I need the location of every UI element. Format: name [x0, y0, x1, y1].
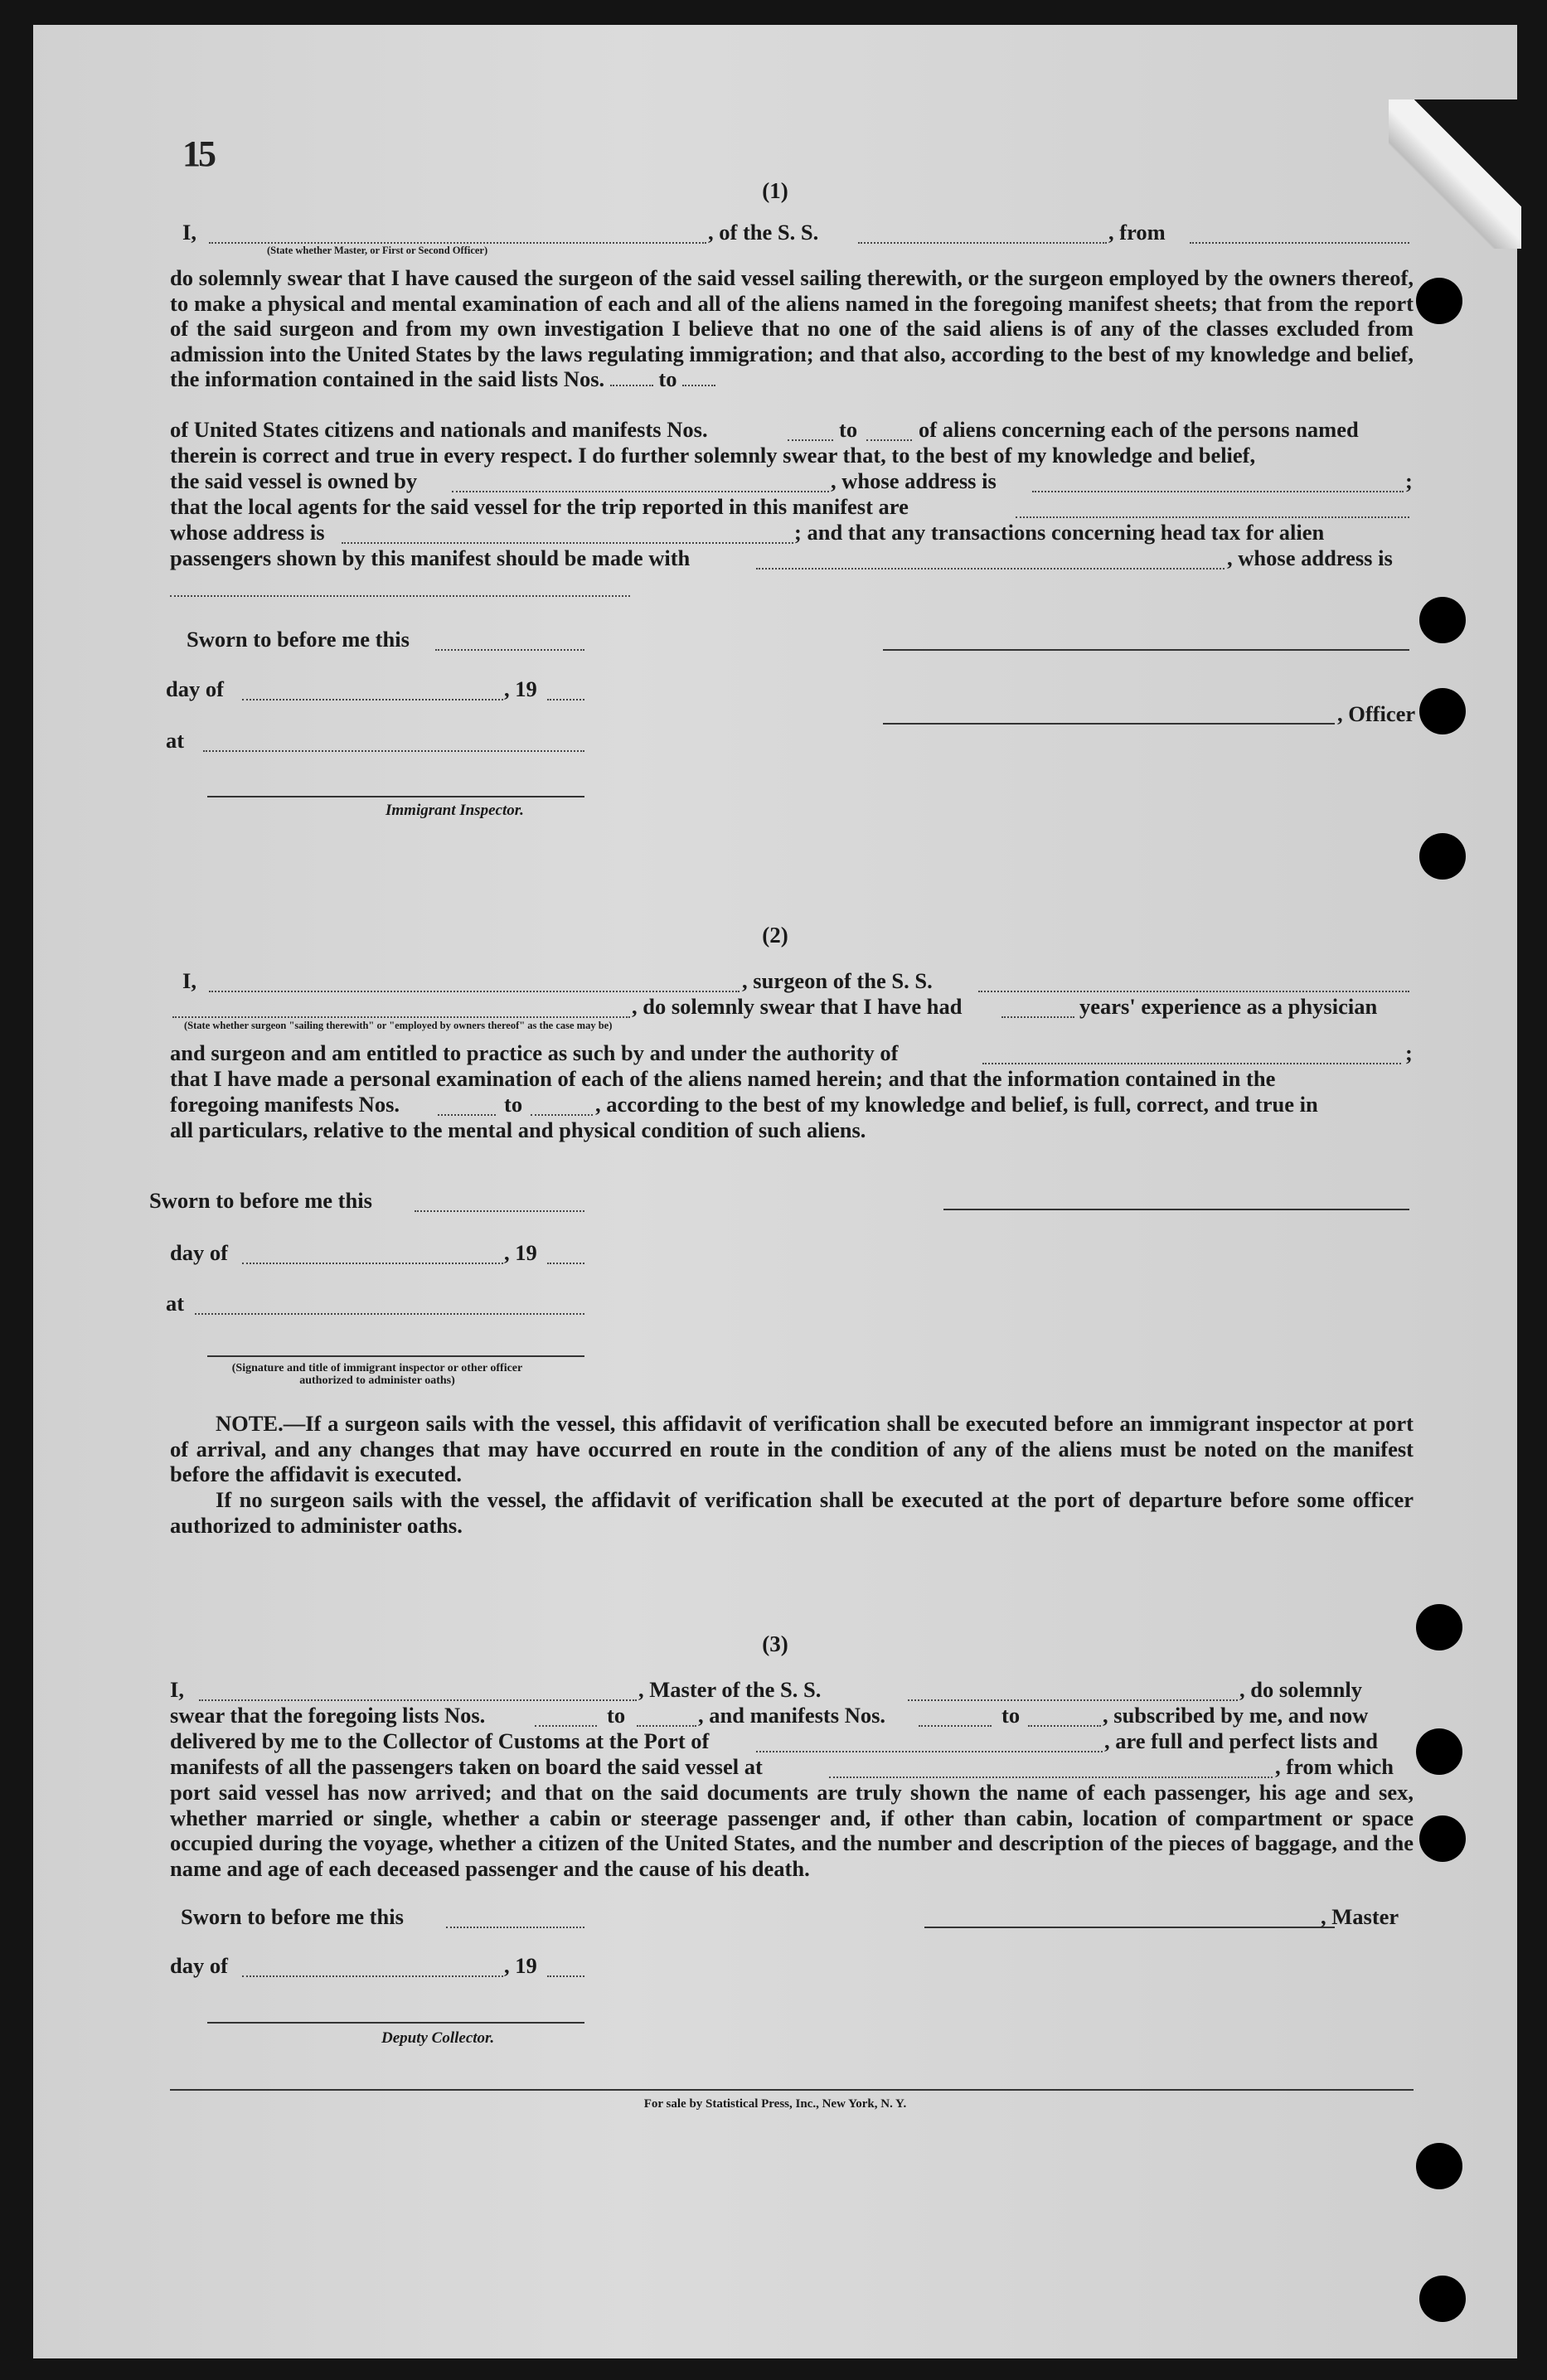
s1-sworn-day-field[interactable] — [435, 649, 584, 651]
s2-note2-text: If no surgeon sails with the vessel, the affidavit of verification shall be executed at the port of departure before some officer authorized to administer oaths. — [170, 1487, 1414, 1538]
s3-lists-label: swear that the foregoing lists Nos. — [170, 1703, 486, 1728]
s1-manifests-to-field[interactable] — [866, 439, 912, 441]
s1-i-label: I, — [182, 220, 196, 245]
s3-dayof-label: day of — [170, 1953, 228, 1978]
s3-manifests-to-label: to — [1001, 1703, 1021, 1728]
s2-note2 — [170, 1487, 1414, 1538]
punch-hole — [1416, 1604, 1462, 1650]
s2-line4: that I have made a personal examination of each of the aliens named herein; and that the information contained in the — [170, 1066, 1276, 1091]
publisher-footer: For sale by Statistical Press, Inc., New York, N. Y. — [643, 2097, 907, 2111]
s3-month-field[interactable] — [242, 1975, 503, 1977]
s2-years-field[interactable] — [1001, 1016, 1074, 1018]
punch-hole — [1416, 1728, 1462, 1775]
s3-manifests-to-field[interactable] — [1028, 1725, 1101, 1727]
s3-lists-to-label: to — [607, 1703, 626, 1728]
s3-boarding-port-field[interactable] — [829, 1777, 1273, 1778]
s1-officer-signature-line[interactable] — [883, 649, 1409, 651]
s2-note-text: —If a surgeon sails with the vessel, this affidavit of verification shall be executed before an immigrant inspector at port of arrival, and any changes that may have occurred en route in the condition of any of the aliens must be noted on the manifest before the affidavit is executed. — [170, 1411, 1414, 1486]
s3-port-label: delivered by me to the Collector of Customs at the Port of — [170, 1728, 710, 1753]
s1-headtax-field[interactable] — [756, 568, 1225, 570]
s2-month-field[interactable] — [242, 1263, 503, 1264]
s1-paragraph — [170, 265, 1414, 392]
s3-collector-label: Deputy Collector. — [381, 2029, 495, 2047]
s3-year-field[interactable] — [547, 1975, 584, 1977]
s1-line7-b: to — [839, 417, 858, 442]
s3-lists-from-field[interactable] — [535, 1725, 597, 1727]
bottom-rule — [170, 2089, 1414, 2091]
form-page — [33, 25, 1517, 2358]
s3-sworn-label: Sworn to before me this — [181, 1904, 404, 1929]
punch-hole — [1419, 597, 1466, 643]
s1-dayof-label: day of — [166, 676, 224, 701]
s3-full-label: , are full and perfect lists and — [1104, 1728, 1379, 1753]
s2-year-field[interactable] — [547, 1263, 584, 1264]
s2-signature-caption: (Signature and title of immigrant inspector or other officer authorized to administer oaths) — [231, 1362, 523, 1387]
punch-hole — [1419, 2276, 1466, 2322]
s2-dayof-label: day of — [170, 1240, 228, 1265]
s2-years-label: years' experience as a physician — [1079, 994, 1378, 1019]
s2-sworn-label: Sworn to before me this — [149, 1188, 372, 1213]
s1-semicolon: ; — [1405, 468, 1413, 493]
s1-headtax-address-label: , whose address is — [1227, 545, 1393, 570]
s2-i-label: I, — [182, 968, 196, 993]
s3-paragraph — [170, 1780, 1414, 1881]
s3-sworn-day-field[interactable] — [446, 1927, 584, 1928]
s2-authority-field[interactable] — [982, 1063, 1401, 1064]
s3-manifests-from-field[interactable] — [919, 1725, 992, 1727]
s2-semicolon: ; — [1405, 1040, 1413, 1065]
s1-line7-a: of United States citizens and nationals and manifests Nos. — [170, 417, 708, 442]
s1-vessel-field[interactable] — [858, 242, 1107, 244]
s2-note-label: NOTE. — [216, 1411, 284, 1436]
s3-swear-label: , do solemnly — [1239, 1677, 1362, 1702]
s1-officer-label: , Officer — [1337, 701, 1416, 726]
s1-lists-to-field[interactable] — [682, 385, 715, 386]
s2-year-label: , 19 — [504, 1240, 537, 1265]
s2-at-field[interactable] — [195, 1313, 584, 1315]
s1-owned-label: the said vessel is owned by — [170, 468, 418, 493]
s1-owner-address-field[interactable] — [1032, 491, 1404, 492]
s2-at-label: at — [166, 1291, 185, 1316]
s2-note — [170, 1411, 1414, 1487]
section-3-number: (3) — [762, 1631, 788, 1656]
s2-manifests-to-field[interactable] — [531, 1114, 593, 1116]
s2-sworn-day-field[interactable] — [415, 1210, 584, 1212]
s2-swear-label: , do solemnly swear that I have had — [632, 994, 963, 1019]
s2-authority-label: and surgeon and am entitled to practice as such by and under the authority of — [170, 1040, 899, 1065]
s1-at-label: at — [166, 728, 185, 753]
s2-manifests-label: foregoing manifests Nos. — [170, 1092, 400, 1117]
s1-year-field[interactable] — [547, 699, 584, 700]
s1-passengers-label: passengers shown by this manifest should be made with — [170, 545, 691, 570]
s2-to-label: to — [504, 1092, 523, 1117]
s2-line5-c: , according to the best of my knowledge and belief, is full, correct, and true in — [595, 1092, 1318, 1117]
s1-line8: therein is correct and true in every respect. I do further solemnly swear that, to the best of my knowledge and belief, — [170, 443, 1256, 468]
s1-from-field[interactable] — [1190, 242, 1409, 244]
s1-headtax-label: ; and that any transactions concerning head tax for alien — [794, 520, 1325, 545]
s1-line7-c: of aliens concerning each of the persons named — [919, 417, 1359, 442]
s3-master-signature-line[interactable] — [924, 1927, 1335, 1928]
punch-hole — [1419, 688, 1466, 734]
s1-lists-from-field[interactable] — [610, 385, 653, 386]
s2-surgeon-caption: (State whether surgeon "sailing therewith" or "employed by owners thereof" as the case may be) — [184, 1020, 613, 1031]
s3-collector-signature-line[interactable] — [207, 2022, 584, 2024]
s1-agents-field[interactable] — [1016, 516, 1409, 518]
s2-surgeon-type-field[interactable] — [172, 1016, 630, 1018]
s3-boarded-label: manifests of all the passengers taken on board the said vessel at — [170, 1754, 763, 1779]
s2-surgeon-field[interactable] — [209, 991, 740, 992]
s2-surgeon-label: , surgeon of the S. S. — [742, 968, 933, 993]
s2-officer-signature-line[interactable] — [207, 1355, 584, 1357]
s1-at-field[interactable] — [203, 750, 584, 752]
s3-master-label: , Master of the S. S. — [638, 1677, 822, 1702]
s1-officer-signature-line-2[interactable] — [883, 723, 1335, 725]
s2-vessel-field[interactable] — [978, 991, 1409, 992]
s1-agents-label: that the local agents for the said vessel for the trip reported in this manifest are — [170, 494, 909, 519]
s1-officer-caption: (State whether Master, or First or Second Officer) — [267, 245, 488, 256]
s1-inspector-label: Immigrant Inspector. — [386, 802, 524, 819]
folded-corner — [1389, 99, 1521, 249]
s3-paragraph-text: port said vessel has now arrived; and that on the said documents are truly shown the name of each passenger, his age and sex, whether married or single, whether a cabin or steerage passenger and, if other than cabin, location of compartment or space occupied during the voyage, whether a citizen of the United States, and the number and description of the pieces of baggage, and the name and age of each deceased passenger and the cause of his death. — [170, 1780, 1414, 1881]
s3-master-sign-label: , Master — [1321, 1904, 1399, 1929]
s1-paragraph-to: to — [658, 366, 677, 391]
s3-fromwhich-label: , from which — [1275, 1754, 1394, 1779]
punch-hole — [1419, 1815, 1466, 1862]
s3-lists-to-field[interactable] — [637, 1725, 696, 1727]
s1-of-ss-label: , of the S. S. — [708, 220, 819, 245]
page-number: 15 — [182, 133, 214, 174]
s1-inspector-signature-line[interactable] — [207, 796, 584, 797]
s1-owner-address-label: , whose address is — [831, 468, 997, 493]
s1-manifests-from-field[interactable] — [788, 439, 833, 441]
s2-manifests-from-field[interactable] — [438, 1114, 496, 1116]
s3-vessel-field[interactable] — [908, 1699, 1238, 1701]
s1-from-label: , from — [1108, 220, 1166, 245]
punch-hole — [1416, 2143, 1462, 2189]
section-1-number: (1) — [762, 178, 788, 203]
s1-officer-field[interactable] — [209, 242, 706, 244]
punch-hole — [1419, 833, 1466, 880]
section-2-number: (2) — [762, 923, 788, 948]
s1-headtax-address-field[interactable] — [170, 595, 630, 597]
s3-subscribed-label: , subscribed by me, and now — [1103, 1703, 1369, 1728]
s3-i-label: I, — [170, 1677, 184, 1702]
punch-hole — [1416, 278, 1462, 324]
s1-month-field[interactable] — [242, 699, 503, 700]
s3-master-field[interactable] — [199, 1699, 637, 1701]
s3-year-label: , 19 — [504, 1953, 537, 1978]
s3-port-field[interactable] — [756, 1751, 1103, 1752]
s1-agent-address-field[interactable] — [342, 542, 793, 544]
s1-sworn-label: Sworn to before me this — [187, 627, 410, 652]
s1-owner-field[interactable] — [452, 491, 829, 492]
s1-paragraph-text: do solemnly swear that I have caused the surgeon of the said vessel sailing therewith, or the surgeon employed by the owners thereof, to make a physical and mental examination of each and all of the aliens named in the foregoing manifest sheets; that from the report of the said surgeon and from my own investigation I believe that no one of the said aliens is of any of the classes excluded from admission into the United States by the laws regulating immigration; and that also, according to the best of my knowledge and belief, the information contained in the said lists Nos. — [170, 265, 1414, 391]
s2-line6: all particulars, relative to the mental and physical condition of such aliens. — [170, 1117, 866, 1142]
s2-surgeon-signature-line[interactable] — [943, 1209, 1409, 1210]
s1-agent-address-label: whose address is — [170, 520, 325, 545]
s1-year-label: , 19 — [504, 676, 537, 701]
s3-manifests-label: , and manifests Nos. — [698, 1703, 886, 1728]
